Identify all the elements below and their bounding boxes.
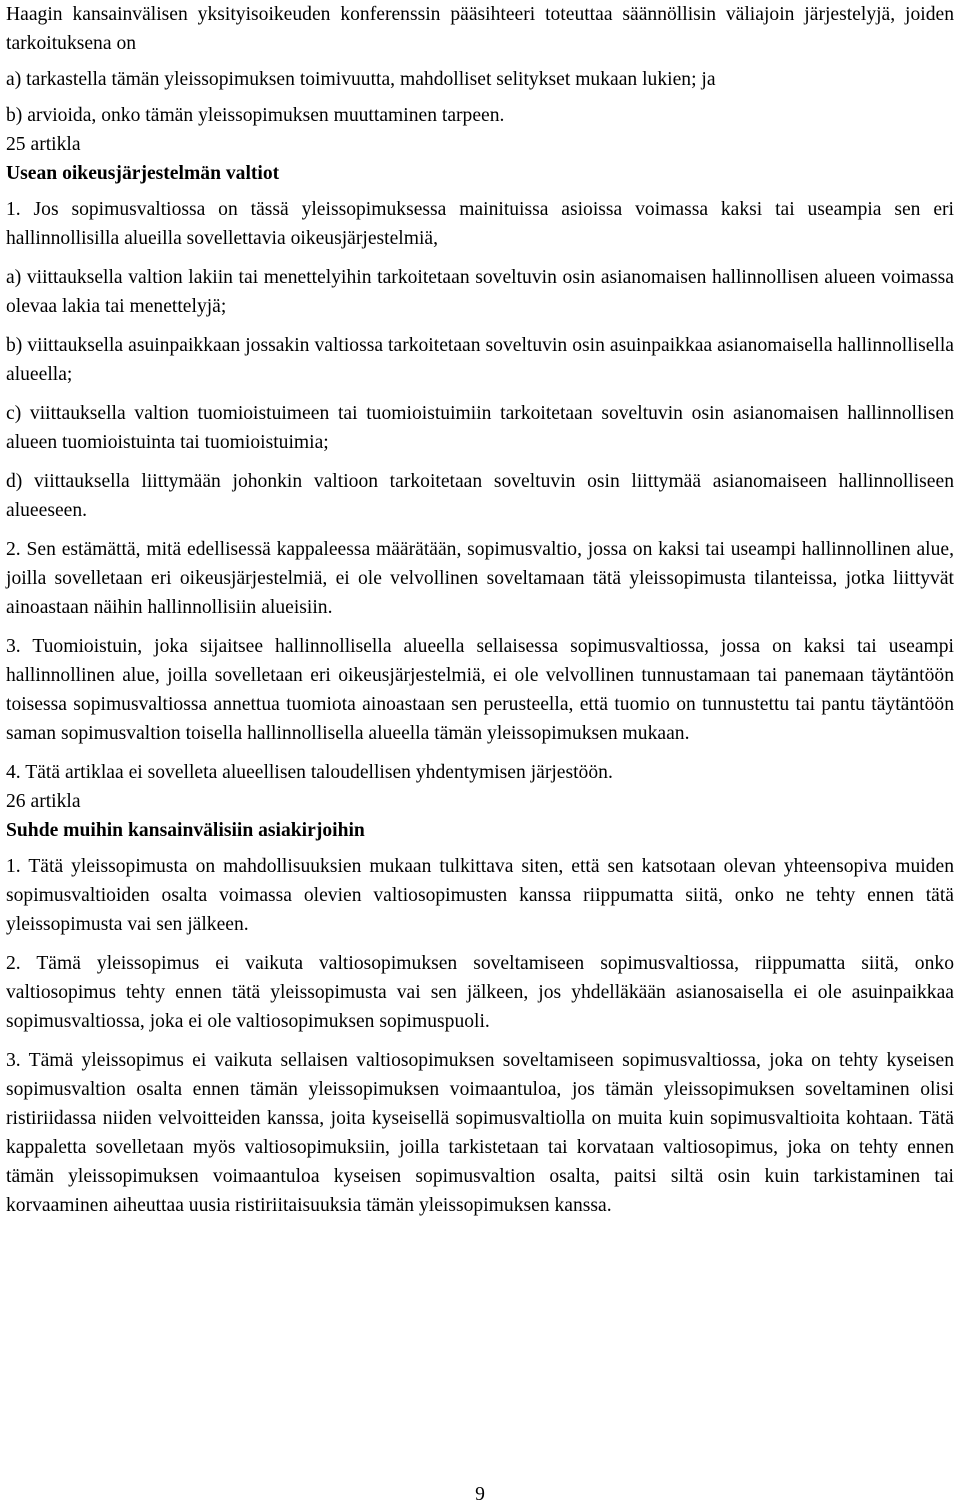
article-26-paragraph-3: 3. Tämä yleissopimus ei vaikuta sellaisen valtiosopimuksen soveltamiseen sopimusvaltiossa, joka on tehty kyseisen sopimusvaltion osalta ennen tämän yleissopimuksen voimaantuloa, jos tämän yleissopimuksen soveltaminen olisi ristiriidassa niiden velvoitteiden kanssa, joita kyseisellä sopimusvaltiolla on muita kuin sopimusvaltioita kohtaan. Tätä kappaletta sovelletaan myös valtiosopimuksiin, joilla tarkistetaan tai korvataan valtiosopimus, joka on tehty ennen tämän yleissopimuksen voimaantuloa kyseisen sopimusvaltion osalta, paitsi siltä osin kuin tarkistaminen tai korvaaminen aiheuttaa uusia ristiriitaisuuksia tämän yleissopimuksen kanssa. <box>6 1050 954 1216</box>
article-26-number: 26 artikla <box>6 791 81 812</box>
page-number: 9 <box>475 1484 485 1505</box>
intro-item-a: a) tarkastella tämän yleissopimuksen toimivuutta, mahdolliset selitykset mukaan lukien; ja <box>6 69 716 90</box>
article-25-paragraph-3: 3. Tuomioistuin, joka sijaitsee hallinnollisella alueella sellaisessa sopimusvaltiossa, jossa on kaksi tai useampi hallinnollinen alue, joilla sovelletaan eri oikeusjärjestelmiä, ei ole velvollinen tunnustamaan tai panemaan täytäntöön toisessa sopimusvaltiossa annettua tuomiota ainoastaan sen perusteella, että tuomio on tunnustettu tai pantu täytäntöön saman sopimusvaltion toisella hallinnollisella alueella tämän yleissopimuksen mukaan. <box>6 636 954 744</box>
article-26-paragraph-1: 1. Tätä yleissopimusta on mahdollisuuksien mukaan tulkittava siten, että sen katsotaan olevan yhteensopiva muiden sopimusvaltioiden osalta voimassa olevien valtiosopimusten kanssa riippumatta siitä, onko ne tehty ennen tätä yleissopimusta vai sen jälkeen. <box>6 856 954 935</box>
article-25-title: Usean oikeusjärjestelmän valtiot <box>6 163 280 184</box>
article-25-item-a: a) viittauksella valtion lakiin tai menettelyihin tarkoitetaan soveltuvin osin asianomaisen hallinnollisen alueen voimassa olevaa lakia tai menettelyjä; <box>6 267 954 317</box>
article-25-item-d: d) viittauksella liittymään johonkin valtioon tarkoitetaan soveltuvin osin liittymää asianomaiseen hallinnolliseen alueeseen. <box>6 471 954 521</box>
article-25-item-c: c) viittauksella valtion tuomioistuimeen tai tuomioistuimiin tarkoitetaan soveltuvin osin asianomaisen hallinnollisen alueen tuomioistuinta tai tuomioistuimia; <box>6 403 954 453</box>
article-25-paragraph-1: 1. Jos sopimusvaltiossa on tässä yleissopimuksessa mainituissa asioissa voimassa kaksi tai useampia sen eri hallinnollisilla alueilla sovellettavia oikeusjärjestelmiä, <box>6 199 954 249</box>
intro-item-b: b) arvioida, onko tämän yleissopimuksen muuttaminen tarpeen. <box>6 105 505 126</box>
intro-paragraph: Haagin kansainvälisen yksityisoikeuden konferenssin pääsihteeri toteuttaa säännöllisin väliajoin järjestelyjä, joiden tarkoituksena on <box>6 4 954 54</box>
article-25-item-b: b) viittauksella asuinpaikkaan jossakin valtiossa tarkoitetaan soveltuvin osin asuinpaikkaa asianomaisella hallinnollisella alueella; <box>6 335 954 385</box>
article-25-number: 25 artikla <box>6 134 81 155</box>
article-26-title: Suhde muihin kansainvälisiin asiakirjoihin <box>6 820 365 841</box>
document-page <box>6 0 954 1509</box>
article-26-paragraph-2: 2. Tämä yleissopimus ei vaikuta valtiosopimuksen soveltamiseen sopimusvaltiossa, riippumatta siitä, onko valtiosopimus tehty ennen tätä yleissopimusta vai sen jälkeen, jos yhdelläkään asianosaisella ei ole asuinpaikkaa sopimusvaltiossa, joka ei ole valtiosopimuksen sopimuspuoli. <box>6 953 954 1032</box>
article-25-paragraph-4: 4. Tätä artiklaa ei sovelleta alueellisen taloudellisen yhdentymisen järjestöön. <box>6 762 613 783</box>
article-25-paragraph-2: 2. Sen estämättä, mitä edellisessä kappaleessa määrätään, sopimusvaltio, jossa on kaksi tai useampi hallinnollinen alue, joilla sovelletaan eri oikeusjärjestelmiä, ei ole velvollinen soveltamaan tätä yleissopimusta tilanteissa, jotka liittyvät ainoastaan näihin hallinnollisiin alueisiin. <box>6 539 954 618</box>
